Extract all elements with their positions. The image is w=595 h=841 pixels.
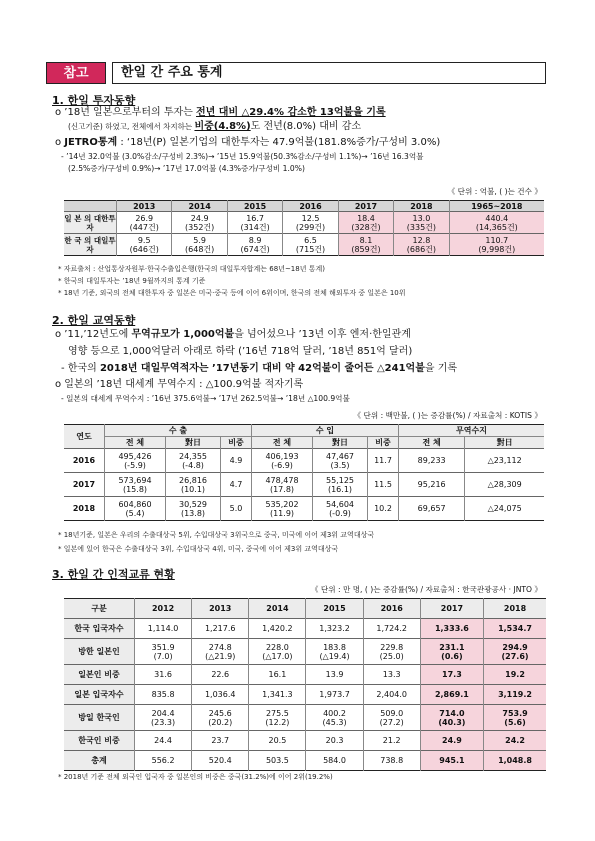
cell-value: 12.8 [412,235,431,245]
reference-tag: 참고 [46,62,106,84]
cell-change: (16.1) [327,484,353,494]
col-header: 전 체 [399,437,465,449]
cell-change: (20.2) [208,717,233,727]
cell-change: (11.9) [269,508,295,518]
sec2-note-2: * 일본에 있어 한국은 수출대상국 3위, 수입대상국 4위, 미국, 중국에 이어 제3위 교역대상국 [58,545,339,553]
cell-change: (23.3) [151,717,176,727]
cell-change: (-0.9) [329,508,351,518]
cell-value: 294.9 [502,642,528,652]
row-label: 한 국 의 대일투자 [64,235,116,254]
cell-value: 12.5 [301,213,320,223]
row-label: 일본 입국자수 [64,685,135,705]
cell-value: 4.7 [221,473,252,497]
cell-value: 440.4 [485,213,509,223]
cell-value: 1,341.3 [249,685,306,705]
row-label: 2016 [64,449,105,473]
cell-value: 1,114.0 [135,619,192,639]
cell-value: 503.5 [249,751,306,771]
cell-value: 31.6 [135,665,192,685]
sec2-para-4: o 일본의 ’18년 대세계 무역수지 : △100.9억불 적자기록 [55,379,304,390]
cell-value: 11.7 [368,449,399,473]
cell-value: 714.0 [439,708,465,718]
cell-value: 20.5 [249,731,306,751]
table-row [64,639,546,665]
exchange-table [64,598,546,771]
row-label: 한국인 비중 [64,731,135,751]
cell-value: 1,048.8 [484,751,546,771]
cell-change: (5.4) [125,508,145,518]
sec1-note-2: * 한국의 대일투자는 ’18년 9월까지의 통계 기준 [58,277,206,285]
cell-value: 24.4 [135,731,192,751]
cell-count: (335건) [406,222,437,232]
table-row [64,473,544,497]
table-row [64,731,546,751]
col-header: 전 체 [252,437,313,449]
cell-value: 2,404.0 [363,685,420,705]
cell-value: 89,233 [399,449,465,473]
row-label: 방한 일본인 [64,639,135,665]
sec3-note: * 2018년 기준 전체 외국인 입국자 중 일본인의 비중은 중국(31.2%)에 이어 2위(19.2%) [58,773,333,781]
section-1-title: 1. 한일 투자동향 [52,94,136,107]
table-row [64,497,544,521]
cell-value: 4.9 [221,449,252,473]
cell-value: 945.1 [420,751,483,771]
row-label: 2017 [64,473,105,497]
sec1-para-1: o ’18년 일본으로부터의 투자는 전년 대비 △29.4% 감소한 13억불을 기록 [55,107,386,118]
cell-value: 54,604 [326,499,354,509]
cell-value: 16.7 [246,213,264,223]
table-row [64,449,544,473]
sec2-para-3: - 한국의 2018년 대일무역적자는 ’17년동기 대비 약 42억불이 줄어든 △241억불을 기록 [61,363,458,374]
cell-value: 16.1 [249,665,306,685]
col-header: 2017 [420,599,483,619]
cell-change: (△19.4) [319,651,350,661]
cell-value: 24.9 [420,731,483,751]
cell-value: 753.9 [502,708,528,718]
col-header: 2014 [249,599,306,619]
cell-count: (328건) [351,222,381,232]
cell-value: 351.9 [151,642,175,652]
sec1-note-1: * 자료출처 : 산업통상자원부·한국수출입은행(한국의 대일투자합계는 68년~18년 통계) [58,265,325,273]
col-header: 1965~2018 [449,201,544,212]
table-row [64,705,546,731]
cell-value: 20.3 [306,731,363,751]
cell-value: 110.7 [485,235,509,245]
col-header: 구분 [64,599,135,619]
cell-value: 520.4 [192,751,249,771]
cell-value: 204.4 [151,708,175,718]
cell-value: 1,333.6 [420,619,483,639]
cell-value: 95,216 [399,473,465,497]
cell-value: 55,125 [326,475,354,485]
cell-value: 5.9 [193,235,207,245]
cell-value: 1,534.7 [484,619,546,639]
cell-value: 18.4 [357,213,375,223]
cell-change: (10.1) [180,484,206,494]
cell-change: (12.2) [265,717,290,727]
section-2-title: 2. 한일 교역동향 [52,314,136,327]
cell-value: 2,869.1 [420,685,483,705]
cell-count: (646건) [129,244,159,254]
cell-value: 584.0 [306,751,363,771]
cell-value: 26.9 [135,213,154,223]
cell-value: 17.3 [420,665,483,685]
cell-value: 183.8 [323,642,346,652]
cell-value: 19.2 [484,665,546,685]
col-header: 비중 [221,437,252,449]
cell-count: (314건) [240,222,270,232]
cell-value: 47,467 [326,451,354,461]
investment-table [64,200,544,256]
col-header: 2016 [283,201,338,212]
sec2-note-1: * 18년기준, 일본은 우리의 수출대상국 5위, 수입대상국 3위국으로 중국, 미국에 이어 제3위 교역대상국 [58,531,375,539]
col-header: 2018 [503,604,527,613]
cell-value: 275.5 [265,708,289,718]
cell-value: 24.2 [484,731,546,751]
cell-value: 6.5 [304,235,317,245]
cell-value: 21.2 [363,731,420,751]
cell-count: (674건) [240,244,270,254]
table-row [64,751,546,771]
col-header: 對日 [166,437,221,449]
cell-value: 1,724.2 [363,619,420,639]
cell-value: 11.5 [368,473,399,497]
cell-value: 835.8 [135,685,192,705]
cell-value: 274.8 [208,642,232,652]
cell-change: (13.8) [180,508,206,518]
cell-change: (15.8) [122,484,148,494]
cell-change: (7.0) [153,651,173,661]
cell-change: (27.6) [501,651,529,661]
page-header [44,62,544,84]
cell-value: △24,075 [487,504,522,513]
cell-value: 1,973.7 [306,685,363,705]
cell-change: (-4.8) [182,460,204,470]
cell-value: 1,217.6 [192,619,249,639]
row-label: 방일 한국인 [64,705,135,731]
cell-count: (859건) [351,244,381,254]
col-header: 비중 [368,437,399,449]
cell-value: 228.0 [265,642,289,652]
cell-change: (40.3) [438,717,466,727]
sec1-para-5: (2.5%증가/구성비 0.9%)→ ’17년 17.0억불 (4.3%증가/구성비 1.0%) [68,164,305,173]
cell-value: 1,036.4 [192,685,249,705]
col-header: 對日 [313,437,368,449]
cell-value: 69,657 [399,497,465,521]
cell-change: (3.5) [330,460,350,470]
col-header: 2017 [338,201,393,212]
cell-value: 509.0 [380,708,404,718]
sec2-para-2: 영향 등으로 1,000억달러 아래로 하락 (’16년 718억 달러, ’18년 851억 달러) [68,346,413,357]
cell-value: 245.6 [208,708,232,718]
table-row [64,234,544,256]
row-label: 총계 [64,751,135,771]
cell-value: 10.2 [368,497,399,521]
cell-count: (9,998건) [478,244,516,254]
cell-value: 1,420.2 [249,619,306,639]
cell-count: (352건) [185,222,215,232]
cell-change: (-5.9) [124,460,146,470]
table-row [64,619,546,639]
col-header: 2018 [394,201,449,212]
cell-value: 231.1 [439,642,465,652]
col-header: 2015 [227,201,282,212]
table-row [64,665,546,685]
sec1-para-2: (신고기준) 하였고, 전체에서 차지하는 비중(4.8%)도 전년(8.0%) 대비 감소 [68,121,362,132]
col-header: 2012 [135,599,192,619]
cell-value: 400.2 [323,708,346,718]
sec1-unit: 《 단위 : 억불, ( )는 건수 》 [447,187,542,196]
section-3-title: 3. 한일 간 인적교류 현황 [52,568,175,581]
cell-count: (686건) [406,244,437,254]
col-header: 2014 [172,201,227,212]
cell-value: 13.0 [412,213,431,223]
trade-table [64,424,544,521]
cell-change: (△17.0) [262,651,293,661]
col-header: 수 출 [105,425,252,437]
cell-value: 556.2 [135,751,192,771]
col-header: 무역수지 [399,425,545,437]
col-header: 연도 [64,425,105,449]
cell-change: (25.0) [379,651,404,661]
cell-value: 573,694 [118,475,152,485]
sec1-para-3: o JETRO통계 : ‘18년(P) 일본기업의 대한투자는 47.9억불(181.8%증가/구성비 3.0%) [55,137,441,148]
cell-change: (45.3) [322,717,347,727]
cell-count: (299건) [295,222,326,232]
cell-value: 13.3 [363,665,420,685]
sec2-unit: 《 단위 : 백만불, ( )는 증감률(%) / 자료출처 : KOTIS 》 [353,411,542,420]
sec2-para-1: o ’11,’12년도에 무역규모가 1,000억불을 넘어섰으나 ’13년 이후 엔저·한일관계 [55,329,411,340]
cell-value: 3,119.2 [484,685,546,705]
cell-value: 8.1 [359,235,373,245]
cell-value: △23,112 [487,456,522,465]
cell-value: 406,193 [265,451,299,461]
cell-count: (14,365건) [475,222,518,232]
cell-change: (27.2) [379,717,404,727]
sec1-note-3: * 18년 기준, 외국의 전체 대한투자 중 일본은 미국·중국 등에 이어 6위이며, 한국의 전체 해외투자 중 일본은 10위 [58,289,406,297]
cell-value: 26,816 [179,475,207,485]
cell-value: 24,355 [179,451,207,461]
sec1-para-4: - ’14년 32.0억불 (3.0%감소/구성비 2.3%)→ ’15년 15.9억불(50.3%감소/구성비 1.1%)→ ’16년 16.3억불 [61,152,424,161]
cell-change: (17.8) [269,484,295,494]
col-header: 2013 [192,599,249,619]
cell-value: 495,426 [118,451,152,461]
cell-value: 738.8 [363,751,420,771]
col-header: 2015 [306,599,363,619]
table-row [64,685,546,705]
col-header: 對日 [496,438,513,447]
cell-value: 1,323.2 [306,619,363,639]
col-header: 전 체 [105,437,166,449]
cell-value: 24.9 [190,213,209,223]
page-title: 한일 간 주요 통계 [112,62,546,84]
cell-value: 9.5 [137,235,151,245]
cell-value: 23.7 [192,731,249,751]
cell-change: (0.6) [441,651,463,661]
sec3-unit: 《 단위 : 만 명, ( )는 증감률(%) / 자료출처 : 한국관광공사 · JNTO 》 [310,585,542,594]
sec2-para-5: - 일본의 대세계 무역수지 : ’16년 375.6억불→ ’17년 262.5억불→ ’18년 △100.9억불 [61,394,350,403]
cell-value: 535,202 [265,499,299,509]
cell-change: (5.6) [504,717,526,727]
cell-value: 478,478 [265,475,299,485]
cell-count: (648건) [185,244,215,254]
cell-change: (-6.9) [271,460,293,470]
cell-count: (715건) [295,244,326,254]
row-label: 일본인 비중 [64,665,135,685]
cell-value: 8.9 [248,235,262,245]
cell-count: (447건) [129,222,159,232]
row-label: 2018 [64,497,105,521]
cell-value: 22.6 [192,665,249,685]
col-header: 수 입 [252,425,399,437]
cell-change: (△21.9) [205,651,236,661]
cell-value: 5.0 [221,497,252,521]
table-row [64,212,544,234]
cell-value: △28,309 [487,480,522,489]
col-header: 2013 [117,201,172,212]
cell-value: 13.9 [306,665,363,685]
cell-value: 229.8 [380,642,404,652]
cell-value: 30,529 [179,499,207,509]
row-label: 일 본 의 대한투자 [64,213,116,232]
cell-value: 604,860 [118,499,152,509]
row-label: 한국 입국자수 [64,619,135,639]
col-header: 2016 [363,599,420,619]
